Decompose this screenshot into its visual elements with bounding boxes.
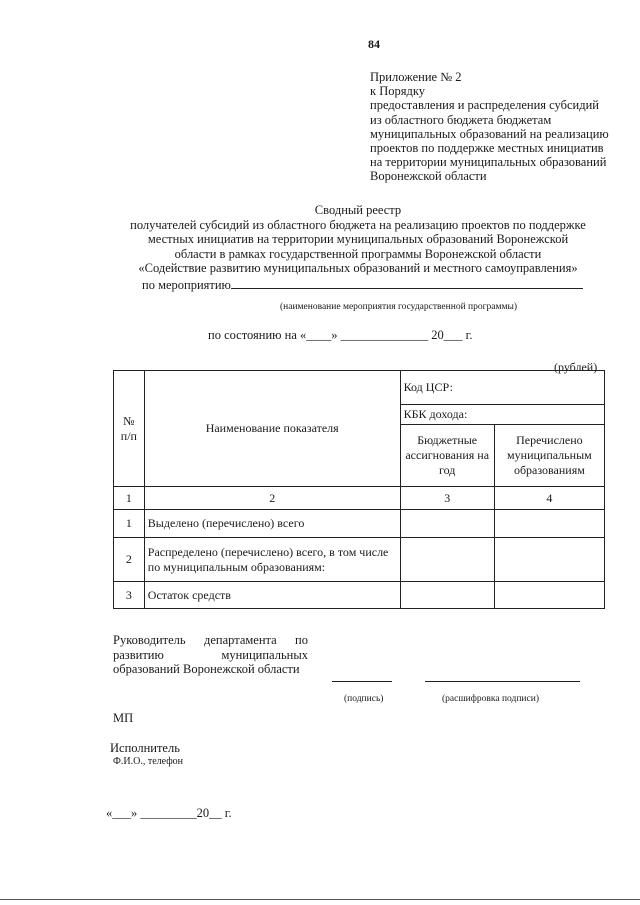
appendix-line: из областного бюджета бюджетам bbox=[370, 112, 552, 127]
unit-label: (рублей) bbox=[554, 360, 598, 374]
row-budget-cell[interactable] bbox=[400, 510, 494, 538]
header-name: Наименование показателя bbox=[144, 371, 400, 487]
header-num: № п/п bbox=[114, 371, 145, 487]
row-num: 2 bbox=[114, 538, 145, 582]
measure-blank-line[interactable] bbox=[231, 277, 583, 289]
stamp-place: МП bbox=[113, 711, 134, 725]
measure-hint: (наименование мероприятия государственной программы) bbox=[280, 302, 518, 312]
appendix-line: проектов по поддержке местных инициатив bbox=[370, 141, 604, 156]
row-name: Остаток средств bbox=[144, 582, 400, 609]
page-number: 84 bbox=[368, 37, 380, 51]
executor-title: Исполнитель bbox=[110, 741, 180, 755]
title-line: получателей субсидий из областного бюджета на реализацию проектов по поддержке bbox=[130, 217, 586, 232]
row-name: Распределено (перечислено) всего, в том числе по муниципальным образованиям: bbox=[144, 538, 400, 582]
row-budget-cell[interactable] bbox=[400, 582, 494, 609]
signer-title: Руководитель департамента по развитию муниципальных образований Воронежской области bbox=[113, 633, 308, 676]
title-line: области в рамках государственной программы Воронежской области bbox=[174, 246, 542, 261]
signature-decoding-label: (расшифровка подписи) bbox=[442, 694, 539, 704]
title-heading: Сводный реестр bbox=[314, 203, 402, 217]
row-transferred-cell[interactable] bbox=[494, 538, 604, 582]
row-name: Выделено (перечислено) всего bbox=[144, 510, 400, 538]
col-number: 3 bbox=[400, 487, 494, 510]
row-transferred-cell[interactable] bbox=[494, 582, 604, 609]
register-table bbox=[113, 370, 605, 609]
measure-label: по мероприятию bbox=[142, 278, 231, 292]
header-kbk[interactable]: КБК дохода: bbox=[400, 405, 604, 425]
title-line: «Содействие развитию муниципальных образований и местного самоуправления» bbox=[138, 261, 578, 275]
header-transferred: Перечислено муниципальным образованиям bbox=[494, 425, 604, 487]
table-row bbox=[114, 510, 605, 538]
appendix-line: Приложение № 2 bbox=[370, 70, 462, 84]
appendix-line: Воронежской области bbox=[370, 169, 487, 184]
row-num: 1 bbox=[114, 510, 145, 538]
measure-field[interactable] bbox=[142, 277, 622, 293]
signature-label: (подпись) bbox=[344, 694, 384, 704]
row-budget-cell[interactable] bbox=[400, 538, 494, 582]
signature-decoding-line[interactable] bbox=[425, 681, 580, 682]
title-line: местных инициатив на территории муниципальных образований Воронежской bbox=[147, 232, 569, 246]
page-bottom-divider bbox=[0, 899, 640, 900]
table-row bbox=[114, 538, 605, 582]
executor-contact[interactable]: Ф.И.О., телефон bbox=[113, 756, 184, 767]
appendix-line: к Порядку bbox=[370, 84, 425, 99]
row-num: 3 bbox=[114, 582, 145, 609]
col-number: 2 bbox=[144, 487, 400, 510]
header-csr-code[interactable]: Код ЦСР: bbox=[400, 371, 604, 405]
date-field[interactable]: «___» _________20__ г. bbox=[106, 806, 232, 820]
signature-line[interactable] bbox=[332, 681, 392, 682]
header-budget: Бюджетные ассигнования на год bbox=[400, 425, 494, 487]
appendix-line: предоставления и распределения субсидий bbox=[370, 98, 599, 113]
col-number: 1 bbox=[114, 487, 145, 510]
document-title bbox=[108, 203, 608, 276]
row-transferred-cell[interactable] bbox=[494, 510, 604, 538]
appendix-block bbox=[370, 70, 632, 184]
col-number: 4 bbox=[494, 487, 604, 510]
appendix-line: на территории муниципальных образований bbox=[370, 155, 607, 170]
appendix-line: муниципальных образований на реализацию bbox=[370, 126, 609, 141]
as-of-date[interactable]: по состоянию на «____» ______________ 20___ г. bbox=[208, 328, 473, 342]
table-row bbox=[114, 582, 605, 609]
